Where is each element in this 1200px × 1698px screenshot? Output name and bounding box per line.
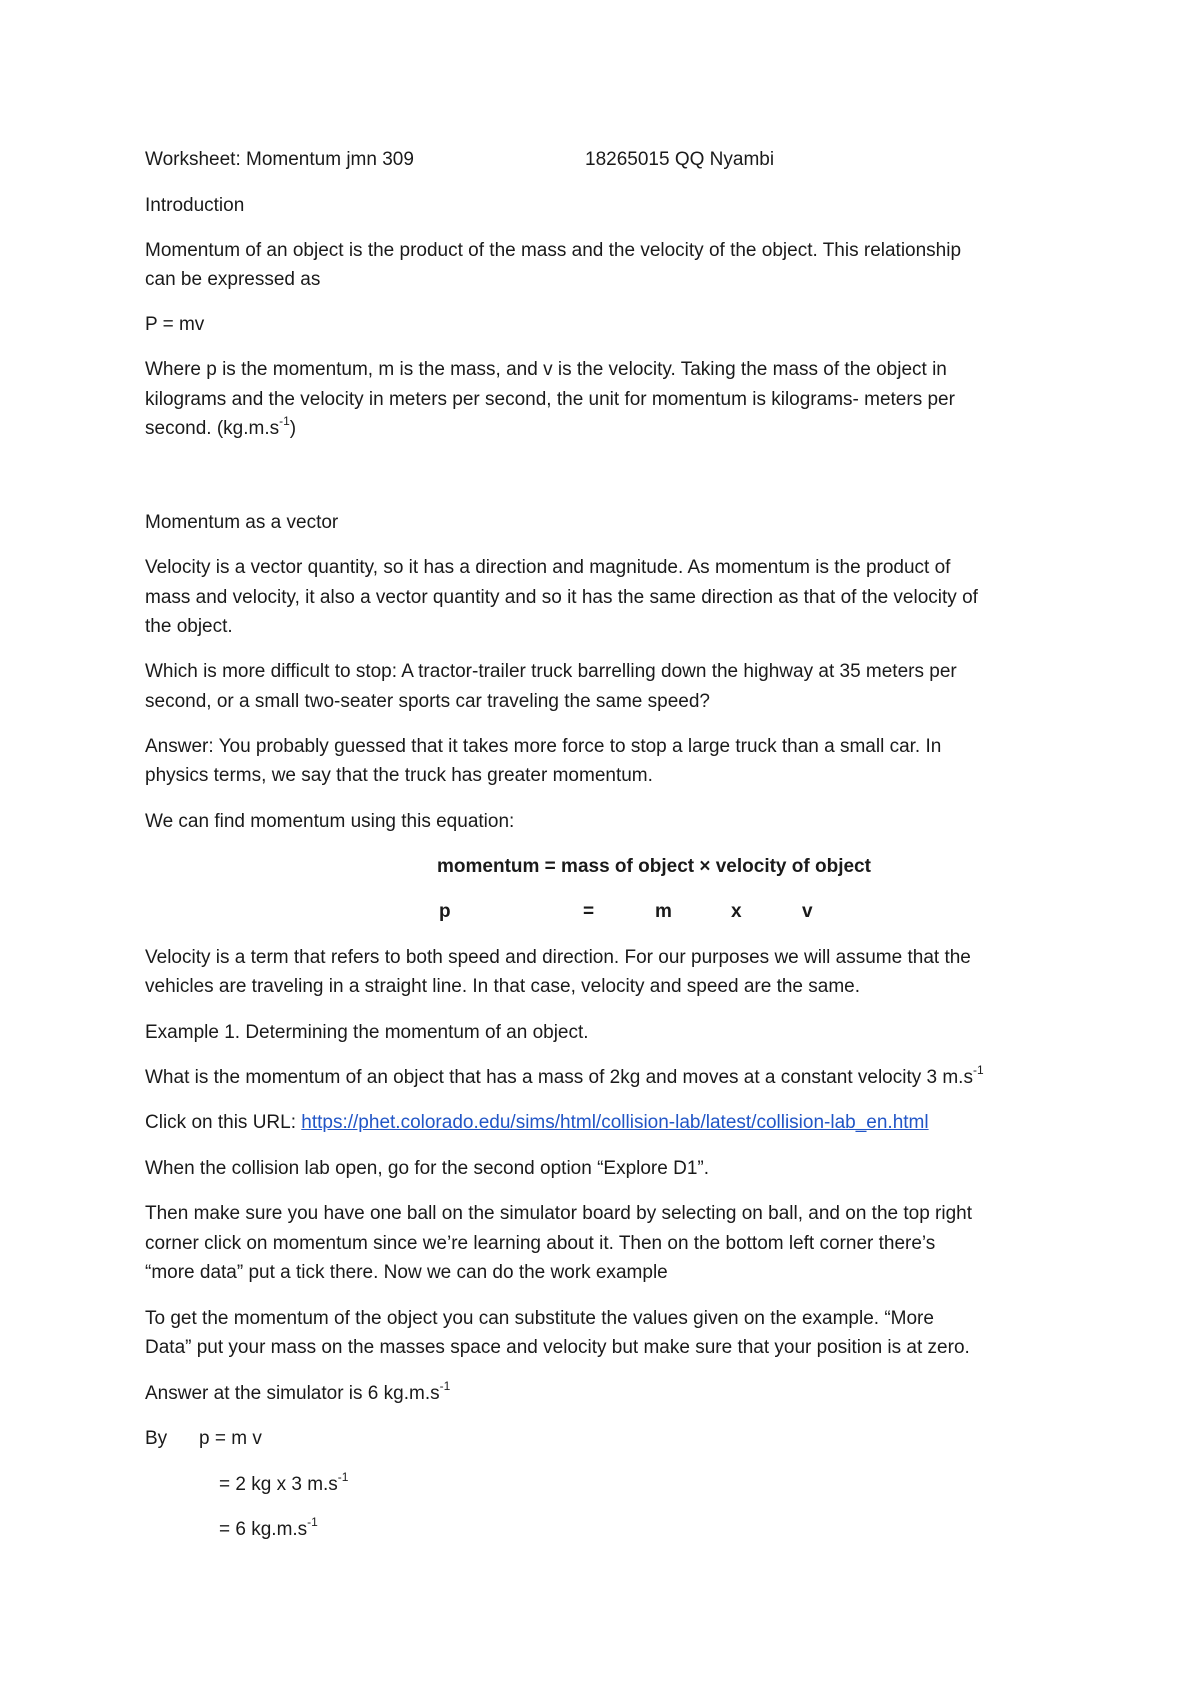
instruction-line: corner click on momentum since we’re learning about it. Then on the bottom left corner there’s	[145, 1233, 936, 1254]
equation-words: momentum = mass of object × velocity of object	[437, 856, 871, 877]
vector-paragraph-line: Velocity is a vector quantity, so it has a direction and magnitude. As momentum is the product of	[145, 557, 951, 578]
question-line: Which is more difficult to stop: A tractor-trailer truck barrelling down the highway at 35 meters per	[145, 661, 957, 682]
eq-symbol-v: v	[802, 901, 813, 922]
simulator-answer-superscript: -1	[439, 1378, 451, 1393]
unit-text: second. (kg.m.s	[145, 418, 280, 439]
question-line: second, or a small two-seater sports car traveling the same speed?	[145, 691, 710, 712]
intro-paragraph-line: can be expressed as	[145, 269, 321, 290]
eq-symbol-x: x	[731, 901, 742, 922]
intro-heading: Introduction	[145, 195, 245, 216]
answer-line: Answer: You probably guessed that it takes more force to stop a large truck than a small car. In	[145, 736, 942, 757]
simulator-answer	[145, 1380, 450, 1408]
eq-symbol-p: p	[439, 901, 451, 922]
example-question-superscript: -1	[972, 1062, 984, 1077]
unit-superscript: -1	[279, 413, 290, 428]
unit-text-close: )	[289, 418, 297, 439]
calc-step-3-superscript: -1	[307, 1514, 318, 1529]
eq-symbol-equals: =	[583, 901, 595, 922]
intro-paragraph-line	[145, 415, 296, 443]
answer-line: physics terms, we say that the truck has greater momentum.	[145, 765, 653, 786]
equation-intro: We can find momentum using this equation:	[145, 811, 515, 832]
intro-paragraph-line: Where p is the momentum, m is the mass, and v is the velocity. Taking the mass of the object in	[145, 359, 947, 380]
worksheet-title: Worksheet: Momentum jmn 309	[145, 149, 414, 170]
instruction-line: Data” put your mass on the masses space and velocity but make sure that your position is at zero.	[145, 1337, 970, 1358]
calc-step-2-superscript: -1	[337, 1469, 349, 1484]
velocity-paragraph-line: Velocity is a term that refers to both speed and direction. For our purposes we will assume that the	[145, 947, 971, 968]
simulator-answer-text: Answer at the simulator is 6 kg.m.s	[145, 1383, 440, 1404]
calc-by-label: By	[145, 1428, 168, 1449]
url-label: Click on this URL:	[145, 1112, 302, 1133]
example-question	[145, 1064, 984, 1092]
calc-step-1: p = m v	[199, 1428, 262, 1449]
collision-lab-link[interactable]: https://phet.colorado.edu/sims/html/collision-lab/latest/collision-lab_en.html	[301, 1112, 929, 1133]
calc-step-3-text: = 6 kg.m.s	[219, 1519, 308, 1540]
calc-step-2-text: = 2 kg x 3 m.s	[219, 1474, 338, 1495]
url-line	[145, 1109, 929, 1137]
calc-step-2	[219, 1471, 348, 1499]
student-id-name: 18265015 QQ Nyambi	[585, 149, 775, 170]
eq-symbol-m: m	[655, 901, 672, 922]
instruction-line: Then make sure you have one ball on the simulator board by selecting on ball, and on the top right	[145, 1203, 973, 1224]
intro-paragraph-line: Momentum of an object is the product of the mass and the velocity of the object. This relationship	[145, 240, 962, 261]
example-title: Example 1. Determining the momentum of an object.	[145, 1022, 589, 1043]
instruction-line: To get the momentum of the object you can substitute the values given on the example. “More	[145, 1308, 934, 1329]
intro-paragraph-line: kilograms and the velocity in meters per second, the unit for momentum is kilograms- meters per	[145, 389, 955, 410]
example-question-text: What is the momentum of an object that has a mass of 2kg and moves at a constant velocity 3 m.s	[145, 1067, 973, 1088]
vector-heading: Momentum as a vector	[145, 512, 339, 533]
velocity-paragraph-line: vehicles are traveling in a straight line. In that case, velocity and speed are the same.	[145, 976, 861, 997]
calc-step-3	[219, 1516, 318, 1544]
momentum-formula: P = mv	[145, 314, 205, 335]
vector-paragraph-line: mass and velocity, it also a vector quantity and so it has the same direction as that of the velocity of	[145, 587, 978, 608]
vector-paragraph-line: the object.	[145, 616, 233, 637]
instruction-line: When the collision lab open, go for the second option “Explore D1”.	[145, 1158, 709, 1179]
instruction-line: “more data” put a tick there. Now we can do the work example	[145, 1262, 668, 1283]
